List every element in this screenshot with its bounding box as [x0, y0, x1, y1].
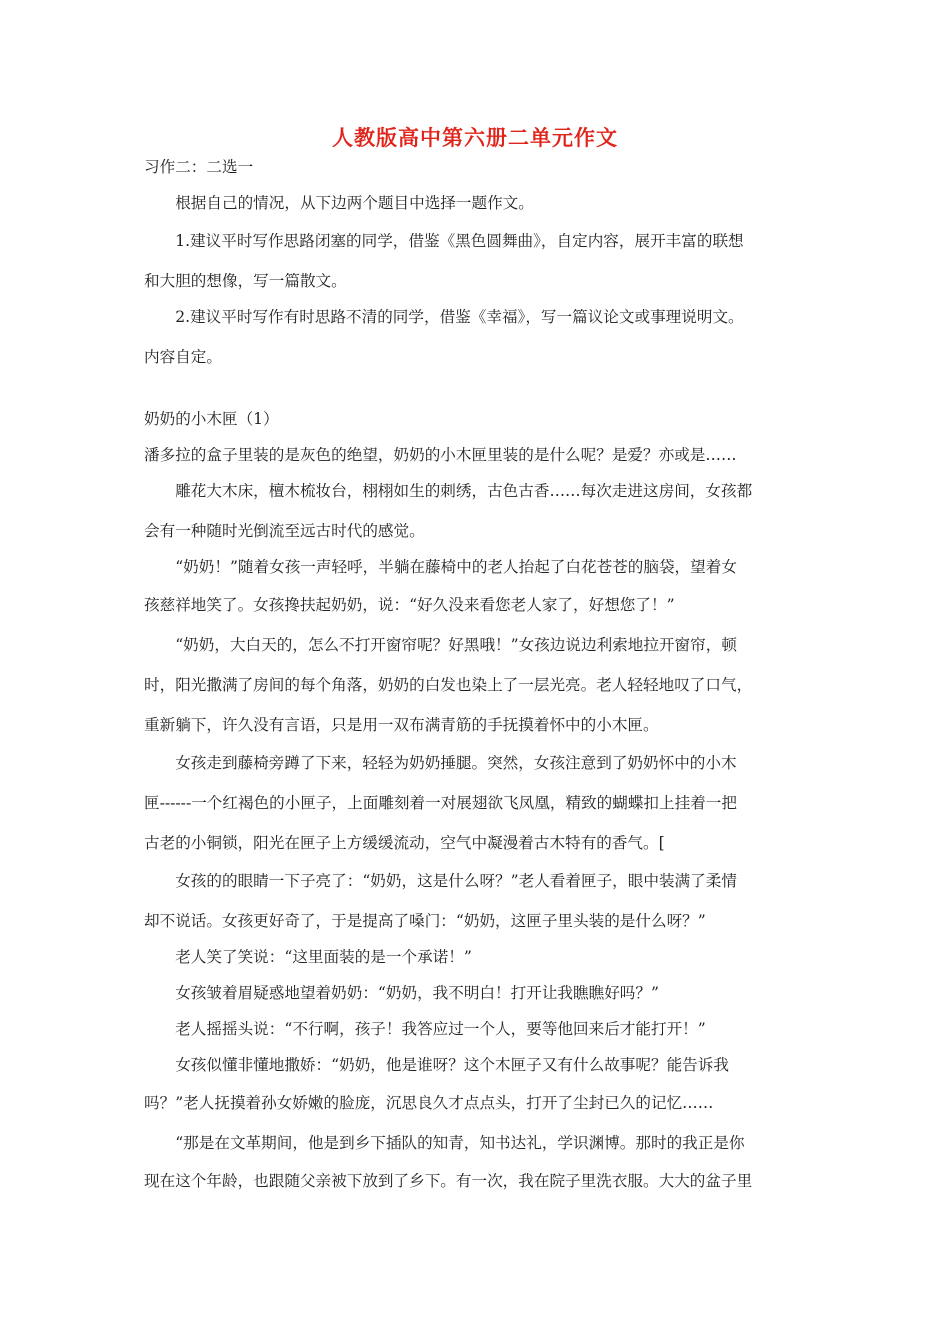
text-line: 吗？”老人抚摸着孙女娇嫩的脸庞，沉思良久才点点头，打开了尘封已久的记忆……	[144, 1094, 714, 1112]
text-line: 习作二：二选一	[144, 158, 254, 176]
text-line: 时，阳光撒满了房间的每个角落，奶奶的白发也染上了一层光亮。老人轻轻地叹了口气，	[144, 676, 753, 694]
text-line: 女孩似懂非懂地撒娇：“奶奶，他是谁呀？这个木匣子又有什么故事呢？能告诉我	[175, 1056, 729, 1074]
text-line: 会有一种随时光倒流至远古时代的感觉。	[144, 522, 425, 540]
text-line: 奶奶的小木匣（1）	[144, 410, 279, 428]
text-line: “奶奶，大白天的，怎么不打开窗帘呢？好黑哦！”女孩边说边利索地拉开窗帘，顿	[175, 636, 737, 654]
text-line: 却不说话。女孩更好奇了，于是提高了嗓门：“奶奶，这匣子里头装的是什么呀？”	[144, 912, 706, 930]
text-line: 2.建议平时写作有时思路不清的同学，借鉴《幸福》，写一篇议论文或事理说明文。	[175, 308, 744, 326]
text-line: 古老的小铜锁，阳光在匣子上方缓缓流动，空气中凝漫着古木特有的香气。[	[144, 834, 665, 852]
text-line: 女孩皱着眉疑惑地望着奶奶：“奶奶，我不明白！打开让我瞧瞧好吗？”	[175, 984, 659, 1002]
text-line: 匣------一个红褐色的小匣子，上面雕刻着一对展翅欲飞凤凰，精致的蝴蝶扣上挂着一把	[144, 794, 737, 812]
text-line: 根据自己的情况，从下边两个题目中选择一题作文。	[175, 194, 534, 212]
text-line: 女孩的的眼睛一下子亮了：“奶奶，这是什么呀？”老人看着匣子，眼中装满了柔情	[175, 872, 737, 890]
text-line: 现在这个年龄，也跟随父亲被下放到了乡下。有一次，我在院子里洗衣服。大大的盆子里	[144, 1172, 753, 1190]
text-line: 和大胆的想像，写一篇散文。	[144, 272, 347, 290]
text-line: 重新躺下，许久没有言语，只是用一双布满青筋的手抚摸着怀中的小木匣。	[144, 716, 659, 734]
text-line: 内容自定。	[144, 348, 222, 366]
text-line: “那是在文革期间，他是到乡下插队的知青，知书达礼，学识渊博。那时的我正是你	[175, 1134, 745, 1152]
text-line: 孩慈祥地笑了。女孩搀扶起奶奶，说：“好久没来看您老人家了，好想您了！”	[144, 596, 675, 614]
text-line: 雕花大木床，檀木梳妆台，栩栩如生的刺绣，古色古香……每次走进这房间，女孩都	[175, 482, 753, 500]
text-line: 女孩走到藤椅旁蹲了下来，轻轻为奶奶捶腿。突然，女孩注意到了奶奶怀中的小木	[175, 754, 737, 772]
text-line: 潘多拉的盒子里装的是灰色的绝望，奶奶的小木匣里装的是什么呢？是爱？亦或是……	[144, 446, 737, 464]
text-line: 老人笑了笑说：“这里面装的是一个承诺！”	[175, 948, 472, 966]
text-line: 1.建议平时写作思路闭塞的同学，借鉴《黑色圆舞曲》，自定内容，展开丰富的联想	[175, 232, 744, 250]
text-line: “奶奶！”随着女孩一声轻呼，半躺在藤椅中的老人抬起了白花苍苍的脑袋，望着女	[175, 558, 737, 576]
document-title: 人教版高中第六册二单元作文	[332, 125, 618, 150]
text-line: 老人摇摇头说：“不行啊，孩子！我答应过一个人，要等他回来后才能打开！”	[175, 1020, 706, 1038]
